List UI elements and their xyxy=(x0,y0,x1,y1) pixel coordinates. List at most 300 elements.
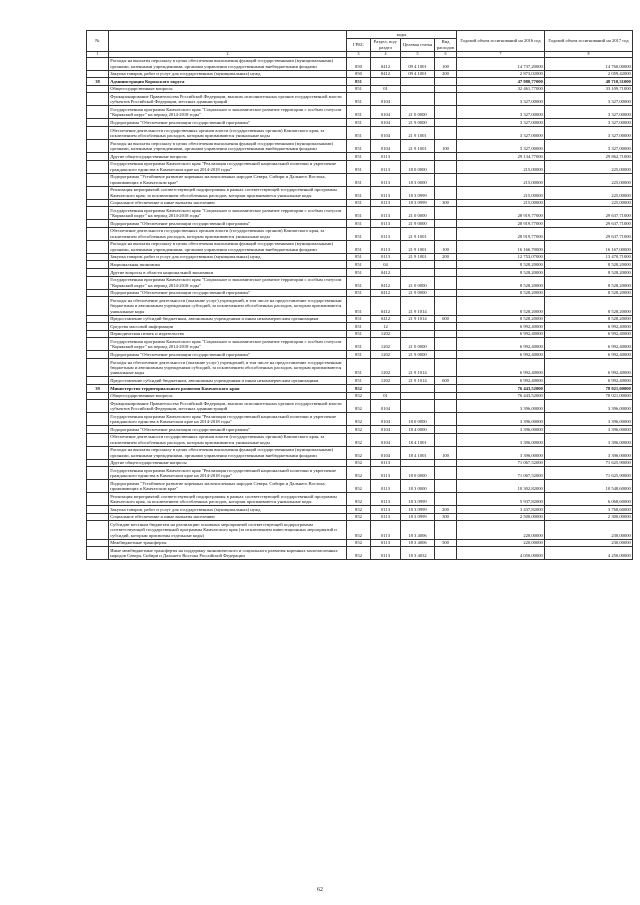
row-razdel: 0104 xyxy=(371,426,401,434)
row-razdel: 0113 xyxy=(371,506,401,514)
row-sum-2016: 8 528,20000 xyxy=(457,261,545,269)
row-vid xyxy=(435,261,457,269)
row-sum-2016: 6 992,40000 xyxy=(457,338,545,351)
row-celevaya: 21 9 1001 xyxy=(401,139,435,152)
row-grbs: 851 xyxy=(347,126,371,139)
table-row xyxy=(87,351,633,359)
row-number xyxy=(87,506,109,514)
row-razdel: 0412 xyxy=(371,268,401,276)
row-number xyxy=(87,106,109,119)
row-sum-2017: 3 327,00000 xyxy=(545,139,633,152)
row-sum-2016: 8 528,20000 xyxy=(457,315,545,323)
row-sum-2016: 3 396,00000 xyxy=(457,426,545,434)
row-name: Предоставление субсидий бюджетным, автономным учреждениям и иным некоммерческим организациям xyxy=(109,315,347,323)
row-celevaya xyxy=(401,392,435,400)
row-sum-2017: 14 760,00000 xyxy=(545,57,633,70)
row-vid: 100 xyxy=(435,139,457,152)
row-razdel: 1202 xyxy=(371,338,401,351)
row-name: Общегосударственные вопросы xyxy=(109,392,347,400)
table-row xyxy=(87,521,633,539)
table-row xyxy=(87,240,633,253)
row-grbs: 852 xyxy=(347,459,371,467)
row-razdel: 1202 xyxy=(371,330,401,338)
row-sum-2016: 215,00000 xyxy=(457,186,545,199)
row-name: Подпрограмма "Обеспечение реализации государственной программы" xyxy=(109,119,347,127)
table-row xyxy=(87,227,633,240)
row-name: Функционирование Правительства Российской Федерации, высших исполнительных органов государственной власти субъектов Российской Федерации, местных администраций xyxy=(109,93,347,106)
row-grbs: 851 xyxy=(347,377,371,385)
row-grbs: 852 xyxy=(347,493,371,506)
row-sum-2017: 29 637,71000 xyxy=(545,207,633,220)
row-name: Другие вопросы в области национальной экономики xyxy=(109,268,347,276)
row-vid xyxy=(435,547,457,560)
row-name: Общегосударственные вопросы xyxy=(109,85,347,93)
row-sum-2016: 3 327,00000 xyxy=(457,93,545,106)
table-row xyxy=(87,413,633,426)
row-number xyxy=(87,227,109,240)
row-sum-2017: 6 992,40000 xyxy=(545,330,633,338)
row-sum-2017: 33 109,71000 xyxy=(545,85,633,93)
index-cell: 2 xyxy=(109,51,347,57)
row-number xyxy=(87,199,109,207)
row-vid xyxy=(435,220,457,228)
table-row xyxy=(87,392,633,400)
row-sum-2017: 6 992,40000 xyxy=(545,323,633,331)
row-name: Социальное обеспечение и иные выплаты населению xyxy=(109,199,347,207)
row-number xyxy=(87,126,109,139)
row-sum-2016: 215,00000 xyxy=(457,199,545,207)
row-vid xyxy=(435,384,457,392)
row-razdel: 0412 xyxy=(371,276,401,289)
row-razdel: 0113 xyxy=(371,467,401,480)
row-number xyxy=(87,139,109,152)
row-sum-2016: 14 737,20000 xyxy=(457,57,545,70)
row-grbs: 851 xyxy=(347,139,371,152)
table-row xyxy=(87,57,633,70)
row-razdel: 0412 xyxy=(371,70,401,78)
row-number xyxy=(87,493,109,506)
row-sum-2017: 29 637,71000 xyxy=(545,220,633,228)
row-celevaya xyxy=(401,400,435,413)
row-sum-2017: 8 528,20000 xyxy=(545,297,633,315)
header-razdel: Раздел, под-раздел xyxy=(371,38,401,51)
row-sum-2017: 8 528,20000 xyxy=(545,261,633,269)
row-vid: 100 xyxy=(435,57,457,70)
row-celevaya: 18 3 0000 xyxy=(401,480,435,493)
row-grbs: 851 xyxy=(347,160,371,173)
table-row xyxy=(87,400,633,413)
row-celevaya: 18 0 0000 xyxy=(401,467,435,480)
row-number xyxy=(87,480,109,493)
row-sum-2017: 3 396,00000 xyxy=(545,446,633,459)
index-cell: 3 xyxy=(347,51,371,57)
row-sum-2016: 71 067,52000 xyxy=(457,467,545,480)
header-num: № xyxy=(87,31,109,52)
row-celevaya: 18 4 1001 xyxy=(401,446,435,459)
row-sum-2016: 6 992,40000 xyxy=(457,358,545,376)
row-razdel: 0113 xyxy=(371,539,401,547)
row-sum-2017: 2 059,42000 xyxy=(545,70,633,78)
row-name: Государственная программа Камчатского края "Социальное и экономическое развитие территории с особым статусом "Корякский округ" на период 2014-2018 годы" xyxy=(109,276,347,289)
row-sum-2017: 230,00000 xyxy=(545,539,633,547)
row-number xyxy=(87,377,109,385)
header-celevaya: Целевая статья xyxy=(401,38,435,51)
row-name: Предоставление субсидий бюджетным, автономным учреждениям и иным некоммерческим организациям xyxy=(109,377,347,385)
row-number xyxy=(87,160,109,173)
row-razdel: 0104 xyxy=(371,93,401,106)
row-celevaya: 18 3 4006 xyxy=(401,539,435,547)
row-number xyxy=(87,261,109,269)
page-number: 62 xyxy=(317,887,323,893)
table-row xyxy=(87,119,633,127)
row-sum-2016: 2 500,00000 xyxy=(457,513,545,521)
table-row xyxy=(87,426,633,434)
table-row xyxy=(87,160,633,173)
row-razdel: 0113 xyxy=(371,547,401,560)
row-celevaya: 21 9 1014 xyxy=(401,358,435,376)
row-grbs: 851 xyxy=(347,78,371,86)
row-sum-2016: 3 327,00000 xyxy=(457,139,545,152)
row-vid xyxy=(435,433,457,446)
row-sum-2016: 2 873,02000 xyxy=(457,70,545,78)
row-number xyxy=(87,323,109,331)
row-vid xyxy=(435,106,457,119)
row-sum-2016: 32 461,77000 xyxy=(457,85,545,93)
table-row xyxy=(87,506,633,514)
row-grbs: 851 xyxy=(347,261,371,269)
row-number xyxy=(87,330,109,338)
row-number xyxy=(87,173,109,186)
row-number xyxy=(87,446,109,459)
row-razdel: 0113 xyxy=(371,459,401,467)
row-name: Иные межбюджетные трансферты на поддержку экономического и социального развития коренных малочисленных народов Севера, Сибири и Дальнего Востока Российской Федерации xyxy=(109,547,347,560)
row-sum-2017: 6 068,60000 xyxy=(545,493,633,506)
row-vid: 300 xyxy=(435,199,457,207)
row-razdel xyxy=(371,78,401,86)
row-razdel: 0104 xyxy=(371,413,401,426)
row-number xyxy=(87,289,109,297)
row-name: Закупка товаров, работ и услуг для государственных (муниципальных) нужд xyxy=(109,70,347,78)
row-name: Расходы на обеспечение деятельности (оказание услуг) учреждений, в том числе на предоставление государственным бюджетным и автономным учреждениям субсидий, за исключением обособленных расходов, которым присваиваются уникальные коды xyxy=(109,297,347,315)
row-razdel: 0113 xyxy=(371,152,401,160)
row-celevaya: 21 9 1014 xyxy=(401,377,435,385)
row-sum-2017: 225,00000 xyxy=(545,199,633,207)
row-vid: 600 xyxy=(435,377,457,385)
row-vid xyxy=(435,400,457,413)
row-celevaya: 21 9 0000 xyxy=(401,351,435,359)
header-row-top xyxy=(87,31,633,39)
row-name: Реализация мероприятий соответствующей подпрограммы в рамках соответствующей государственной программы Камчатского края, за исключением обособленных расходов, которым присваиваются уникальные коды xyxy=(109,493,347,506)
row-name: Обеспечение деятельности государственных органов власти (государственных органов) Камчатского края, за исключением обособленных расходов, которым присваиваются уникальные коды xyxy=(109,126,347,139)
row-name: Социальное обеспечение и иные выплаты населению xyxy=(109,513,347,521)
row-name: Реализация мероприятий соответствующей подпрограммы в рамках соответствующей государственной программы Камчатского края, за исключением обособленных расходов, которым присваиваются уникальные коды xyxy=(109,186,347,199)
row-sum-2016: 3 327,00000 xyxy=(457,126,545,139)
row-celevaya: 21 0 0000 xyxy=(401,276,435,289)
row-sum-2016: 76 443,52000 xyxy=(457,392,545,400)
row-sum-2016: 71 067,52000 xyxy=(457,459,545,467)
row-number xyxy=(87,70,109,78)
row-name: Расходы на обеспечение деятельности (оказание услуг) учреждений, в том числе на предоставление государственным бюджетным и автономным учреждениям субсидий, за исключением обособленных расходов, которым присваиваются уникальные коды xyxy=(109,358,347,376)
row-vid: 200 xyxy=(435,506,457,514)
row-grbs: 850 xyxy=(347,57,371,70)
row-number xyxy=(87,547,109,560)
row-grbs: 852 xyxy=(347,400,371,413)
row-sum-2017: 71 625,90000 xyxy=(545,459,633,467)
row-number xyxy=(87,539,109,547)
row-name: Межбюджетные трансферты xyxy=(109,539,347,547)
row-sum-2016: 5 937,82000 xyxy=(457,493,545,506)
row-sum-2017: 29 862,71000 xyxy=(545,152,633,160)
row-number xyxy=(87,93,109,106)
table-row xyxy=(87,276,633,289)
row-sum-2016: 10 302,82000 xyxy=(457,480,545,493)
row-celevaya xyxy=(401,323,435,331)
index-cell: 1 xyxy=(87,51,109,57)
row-grbs: 851 xyxy=(347,358,371,376)
row-name: Другие общегосударственные вопросы xyxy=(109,152,347,160)
table-row xyxy=(87,261,633,269)
row-number xyxy=(87,119,109,127)
row-number xyxy=(87,240,109,253)
table-row xyxy=(87,513,633,521)
row-razdel: 0104 xyxy=(371,139,401,152)
row-vid: 300 xyxy=(435,513,457,521)
row-razdel: 0113 xyxy=(371,227,401,240)
row-sum-2017: 4 250,00000 xyxy=(545,547,633,560)
index-cell: 7 xyxy=(457,51,545,57)
row-number xyxy=(87,351,109,359)
row-number xyxy=(87,521,109,539)
row-vid: 600 xyxy=(435,315,457,323)
table-row xyxy=(87,207,633,220)
row-celevaya xyxy=(401,152,435,160)
row-razdel: 0113 xyxy=(371,207,401,220)
row-razdel: 01 xyxy=(371,85,401,93)
row-sum-2017: 8 528,20000 xyxy=(545,268,633,276)
row-sum-2017: 13 470,71000 xyxy=(545,253,633,261)
row-sum-2016: 3 396,00000 xyxy=(457,433,545,446)
header-codes-group: коды xyxy=(347,31,457,39)
table-row xyxy=(87,377,633,385)
row-razdel: 0113 xyxy=(371,253,401,261)
row-razdel: 1202 xyxy=(371,358,401,376)
row-grbs: 851 xyxy=(347,351,371,359)
row-vid xyxy=(435,413,457,426)
row-grbs: 852 xyxy=(347,539,371,547)
row-grbs: 851 xyxy=(347,297,371,315)
row-grbs: 852 xyxy=(347,467,371,480)
row-razdel: 0113 xyxy=(371,521,401,539)
row-sum-2016: 6 992,40000 xyxy=(457,377,545,385)
table-row xyxy=(87,433,633,446)
row-name: Периодическая печать и издательства xyxy=(109,330,347,338)
row-celevaya xyxy=(401,78,435,86)
index-cell: 8 xyxy=(545,51,633,57)
row-celevaya: 18 3 4006 xyxy=(401,521,435,539)
header-sum-2017: Годовой объем ассигнований на 2017 год xyxy=(545,31,633,52)
row-number xyxy=(87,220,109,228)
row-celevaya: 21 9 0000 xyxy=(401,220,435,228)
row-sum-2017: 3 327,00000 xyxy=(545,119,633,127)
row-razdel: 1202 xyxy=(371,351,401,359)
row-razdel: 0113 xyxy=(371,480,401,493)
row-sum-2016: 16 166,70000 xyxy=(457,240,545,253)
row-number xyxy=(87,426,109,434)
row-grbs: 851 xyxy=(347,330,371,338)
row-name: Государственная программа Камчатского края "Социальное и экономическое развитие территории с особым статусом "Корякский округ" на период 2014-2018 годы" xyxy=(109,338,347,351)
row-sum-2017: 78 021,00000 xyxy=(545,392,633,400)
table-row xyxy=(87,220,633,228)
row-number xyxy=(87,467,109,480)
row-sum-2017: 3 396,00000 xyxy=(545,413,633,426)
row-grbs: 852 xyxy=(347,392,371,400)
row-grbs: 852 xyxy=(347,547,371,560)
row-vid: 100 xyxy=(435,446,457,459)
row-grbs: 852 xyxy=(347,480,371,493)
row-vid xyxy=(435,338,457,351)
row-sum-2016: 28 919,77000 xyxy=(457,207,545,220)
row-vid: 100 xyxy=(435,240,457,253)
row-number xyxy=(87,413,109,426)
row-celevaya: 18 4 1001 xyxy=(401,433,435,446)
row-name: Подпрограмма "Обеспечение реализации государственной программы" xyxy=(109,220,347,228)
row-sum-2017: 8 528,20000 xyxy=(545,276,633,289)
row-name: Расходы на выплаты персоналу в целях обеспечения выполнения функций государственными (муниципальными) органами, казенными учреждениями, органами управления государственными внебюджетными фондами xyxy=(109,139,347,152)
row-celevaya: 09 4 1001 xyxy=(401,57,435,70)
table-row xyxy=(87,323,633,331)
row-number xyxy=(87,57,109,70)
row-sum-2016: 3 396,00000 xyxy=(457,413,545,426)
row-razdel: 0412 xyxy=(371,57,401,70)
row-name: Государственная программа Камчатского края "Социальное и экономическое развитие территории с особым статусом "Корякский округ" на период 2014-2018 годы" xyxy=(109,207,347,220)
table-row xyxy=(87,330,633,338)
row-vid xyxy=(435,297,457,315)
row-sum-2017: 6 992,40000 xyxy=(545,338,633,351)
row-name: Государственная программа Камчатского края "Реализация государственной национальной политики и укрепление гражданского единства в Камчатском крае на 2014-2018 годы" xyxy=(109,467,347,480)
row-grbs: 851 xyxy=(347,276,371,289)
row-celevaya: 21 9 0000 xyxy=(401,289,435,297)
row-sum-2017: 3 327,00000 xyxy=(545,106,633,119)
row-name: Подпрограмма "Устойчивое развитие коренных малочисленных народов Севера, Сибири и Дальнего Востока, проживающих в Камчатском крае" xyxy=(109,480,347,493)
row-grbs: 852 xyxy=(347,513,371,521)
row-grbs: 850 xyxy=(347,70,371,78)
row-grbs: 852 xyxy=(347,506,371,514)
table-row xyxy=(87,289,633,297)
row-number xyxy=(87,186,109,199)
row-sum-2016: 47 980,77000 xyxy=(457,78,545,86)
row-sum-2016: 3 327,00000 xyxy=(457,119,545,127)
row-name: Национальная экономика xyxy=(109,261,347,269)
header-name xyxy=(109,31,347,52)
row-name: Государственная программа Камчатского края "Реализация государственной национальной политики и укрепление гражданского единства в Камчатском крае на 2014-2018 годы" xyxy=(109,160,347,173)
header-vid: Вид расходов xyxy=(435,38,457,51)
row-grbs: 852 xyxy=(347,426,371,434)
index-cell: 6 xyxy=(435,51,457,57)
row-grbs: 851 xyxy=(347,106,371,119)
row-name: Подпрограмма "Обеспечение реализации государственной программы" xyxy=(109,289,347,297)
row-vid xyxy=(435,126,457,139)
row-razdel: 12 xyxy=(371,323,401,331)
row-grbs: 851 xyxy=(347,186,371,199)
row-grbs: 851 xyxy=(347,240,371,253)
row-number xyxy=(87,276,109,289)
row-vid xyxy=(435,426,457,434)
table-row xyxy=(87,384,633,392)
row-name: Государственная программа Камчатского края "Реализация государственной национальной политики и укрепление гражданского единства в Камчатском крае на 2014-2018 годы" xyxy=(109,413,347,426)
row-grbs: 852 xyxy=(347,521,371,539)
row-name: Функционирование Правительства Российской Федерации, высших исполнительных органов государственной власти субъектов Российской Федерации, местных администраций xyxy=(109,400,347,413)
table-row xyxy=(87,139,633,152)
table-row xyxy=(87,199,633,207)
row-razdel: 0104 xyxy=(371,433,401,446)
row-sum-2016: 28 919,77000 xyxy=(457,227,545,240)
row-sum-2016: 29 134,77000 xyxy=(457,152,545,160)
row-vid xyxy=(435,160,457,173)
row-sum-2017: 2 300,00000 xyxy=(545,513,633,521)
row-sum-2017: 3 396,00000 xyxy=(545,433,633,446)
row-name: Закупка товаров, работ и услуг для государственных (муниципальных) нужд xyxy=(109,253,347,261)
row-razdel: 0113 xyxy=(371,160,401,173)
table-row xyxy=(87,93,633,106)
row-vid xyxy=(435,480,457,493)
row-grbs: 851 xyxy=(347,338,371,351)
row-number xyxy=(87,152,109,160)
row-sum-2017: 3 768,60000 xyxy=(545,506,633,514)
row-celevaya: 21 9 1001 xyxy=(401,240,435,253)
budget-table-sheet xyxy=(86,30,632,560)
row-celevaya: 21 9 0000 xyxy=(401,119,435,127)
row-sum-2016: 4 050,00000 xyxy=(457,547,545,560)
row-number xyxy=(87,400,109,413)
row-grbs: 851 xyxy=(347,289,371,297)
row-celevaya: 21 9 1014 xyxy=(401,297,435,315)
row-grbs: 851 xyxy=(347,253,371,261)
table-row xyxy=(87,539,633,547)
row-sum-2017: 48 710,31000 xyxy=(545,78,633,86)
row-vid xyxy=(435,85,457,93)
row-sum-2016: 8 528,20000 xyxy=(457,276,545,289)
row-name: Подпрограмма "Обеспечение реализации государственной программы" xyxy=(109,351,347,359)
row-name: Государственная программа Камчатского края "Социальное и экономическое развитие территории с особым статусом "Корякский округ" на период 2014-2018 годы" xyxy=(109,106,347,119)
row-sum-2017: 71 625,90000 xyxy=(545,467,633,480)
row-celevaya xyxy=(401,93,435,106)
table-row xyxy=(87,268,633,276)
row-sum-2016: 3 396,00000 xyxy=(457,400,545,413)
row-name: Подпрограмма "Устойчивое развитие коренных малочисленных народов Севера, Сибири и Дальнего Востока, проживающих в Камчатском крае" xyxy=(109,173,347,186)
row-sum-2016: 215,00000 xyxy=(457,173,545,186)
row-razdel: 0104 xyxy=(371,119,401,127)
row-razdel: 1202 xyxy=(371,377,401,385)
row-celevaya: 18 0 0000 xyxy=(401,160,435,173)
row-vid: 200 xyxy=(435,253,457,261)
row-razdel: 0412 xyxy=(371,289,401,297)
row-name: Подпрограмма "Обеспечение реализации государственной программы" xyxy=(109,426,347,434)
row-celevaya: 09 4 1001 xyxy=(401,70,435,78)
row-vid xyxy=(435,78,457,86)
row-sum-2017: 8 528,20000 xyxy=(545,315,633,323)
row-razdel: 0104 xyxy=(371,106,401,119)
row-sum-2017: 10 548,60000 xyxy=(545,480,633,493)
row-name: Другие общегосударственные вопросы xyxy=(109,459,347,467)
row-razdel: 0113 xyxy=(371,186,401,199)
row-sum-2016: 8 528,20000 xyxy=(457,297,545,315)
table-row xyxy=(87,315,633,323)
index-cell: 4 xyxy=(371,51,401,57)
row-razdel: 0412 xyxy=(371,315,401,323)
row-vid xyxy=(435,323,457,331)
table-row xyxy=(87,446,633,459)
row-grbs: 851 xyxy=(347,315,371,323)
